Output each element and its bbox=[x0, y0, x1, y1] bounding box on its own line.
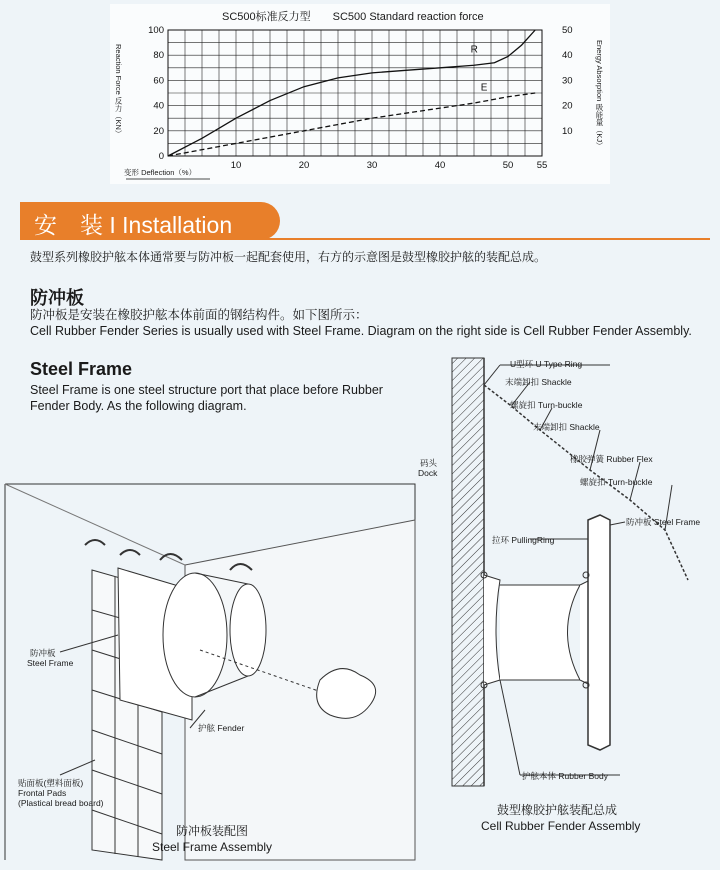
steel-frame bbox=[588, 515, 610, 750]
chart-x-label: 变形 Deflection（%） bbox=[124, 168, 197, 177]
label-shackle1: 末端卸扣 Shackle bbox=[505, 377, 572, 387]
right-caption-en: Cell Rubber Fender Assembly bbox=[481, 819, 641, 833]
rubber-body bbox=[500, 585, 580, 680]
y-left-tick-label: 100 bbox=[148, 25, 164, 36]
chart-left-label: Reaction Force 反力（KN） bbox=[114, 44, 123, 138]
installation-title: 安 装 I Installation bbox=[34, 212, 233, 238]
y-right-tick-label: 20 bbox=[562, 100, 573, 112]
chart-canvas bbox=[110, 4, 610, 184]
label-pads-en2: (Plastical bread board) bbox=[18, 798, 104, 808]
label-pads-en1: Frontal Pads bbox=[18, 788, 67, 798]
reaction-force-chart bbox=[110, 4, 610, 184]
label-dock-cn: 码头 bbox=[420, 458, 438, 468]
label-dock-en: Dock bbox=[418, 468, 438, 478]
label-u-ring: U型环 U Type Ring bbox=[510, 359, 583, 369]
y-right-tick-label: 50 bbox=[562, 25, 573, 36]
label-frame-en: Steel Frame bbox=[27, 658, 74, 668]
x-tick-label: 50 bbox=[502, 160, 514, 171]
chart-right-label: Energy Absorption 吸能量（KJ） bbox=[595, 40, 604, 150]
frame-en-heading: Steel Frame bbox=[30, 359, 133, 379]
label-turnbuckle1: 螺旋扣 Turn-buckle bbox=[510, 400, 583, 410]
frame-cn-heading: 防冲板 bbox=[30, 288, 84, 308]
cell-rubber-fender-assembly-diagram bbox=[440, 350, 720, 800]
y-left-tick-label: 40 bbox=[153, 100, 164, 112]
y-left-tick-label: 0 bbox=[158, 151, 164, 162]
label-frame-cn: 防冲板 bbox=[30, 648, 56, 658]
label-rubber-flex: 橡胶弹簧 Rubber Flex bbox=[570, 454, 653, 464]
label-rubber-body: 护舷本体 Rubber Body bbox=[522, 771, 608, 781]
label-steel-frame: 防冲板 Steel Frame bbox=[626, 517, 701, 527]
y-left-tick-label: 80 bbox=[153, 50, 164, 62]
y-right-tick-label: 30 bbox=[562, 75, 573, 87]
label-pads-cn: 贴面板(塑料面板) bbox=[18, 778, 84, 788]
frame-en-line1: Steel Frame is one steel structure port that place before Rubber bbox=[30, 383, 383, 397]
left-caption-cn: 防冲板装配图 bbox=[176, 824, 249, 838]
series-line-E bbox=[168, 93, 535, 156]
label-pulling-ring: 拉环 PullingRing bbox=[492, 535, 555, 545]
y-left-tick-label: 20 bbox=[153, 125, 164, 137]
right-caption-cn: 鼓型橡胶护舷装配总成 bbox=[497, 803, 618, 817]
x-tick-label: 55 bbox=[536, 160, 548, 171]
y-right-tick-label: 10 bbox=[562, 125, 573, 137]
y-right-tick-label: 40 bbox=[562, 50, 573, 62]
fender-front bbox=[163, 573, 227, 697]
y-left-tick-label: 60 bbox=[153, 75, 164, 87]
series-label-R: R bbox=[470, 44, 478, 56]
label-turnbuckle2: 螺旋扣 Turn-buckle bbox=[580, 477, 653, 487]
frame-cn-line1: 防冲板是安装在橡胶护舷本体前面的钢结构件。如下图所示： bbox=[30, 308, 368, 322]
x-tick-label: 40 bbox=[434, 160, 446, 171]
chart-title: SC500标准反力型 SC500 Standard reaction force bbox=[222, 11, 484, 23]
banner-underline bbox=[20, 238, 710, 240]
intro-text: 鼓型系列橡胶护舷本体通常要与防冲板一起配套使用，右方的示意图是鼓型橡胶护舷的装配总成。 bbox=[30, 250, 547, 264]
dock-wall bbox=[452, 358, 484, 786]
label-fender: 护舷 Fender bbox=[198, 723, 245, 733]
installation-banner bbox=[20, 202, 280, 240]
frame-en-line2: Fender Body. As the following diagram. bbox=[30, 399, 247, 413]
x-tick-label: 30 bbox=[366, 160, 378, 171]
x-tick-label: 20 bbox=[298, 160, 310, 171]
x-tick-label: 10 bbox=[230, 160, 242, 171]
label-shackle2: 末端卸扣 Shackle bbox=[533, 422, 600, 432]
left-caption-en: Steel Frame Assembly bbox=[152, 840, 273, 854]
series-label-E: E bbox=[480, 82, 488, 94]
frame-cn-line2: Cell Rubber Fender Series is usually used with Steel Frame. Diagram on the right side is Cell Rubber Fender Assembly. bbox=[30, 324, 692, 338]
